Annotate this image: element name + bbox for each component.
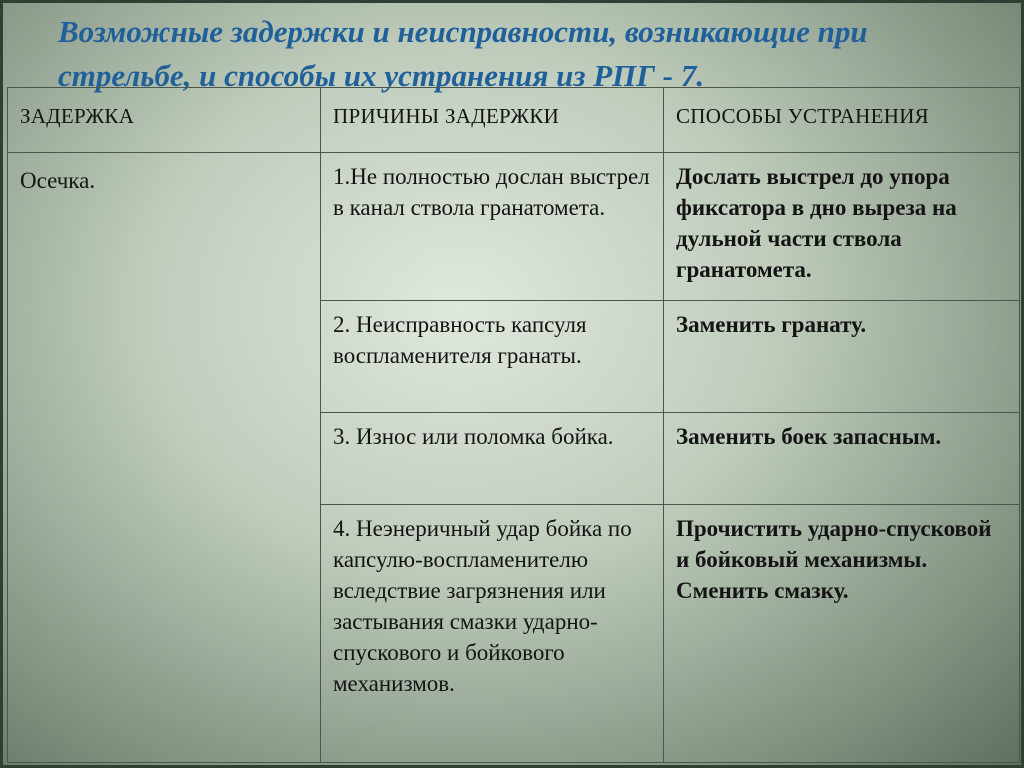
remedy-cell: Дослать выстрел до упора фиксатора в дно выреза на дульной части ствола гранатомета. <box>664 153 1020 301</box>
cause-cell: 1.Не полностью дослан выстрел в канал ствола гранатомета. <box>321 153 664 301</box>
cause-cell: 3. Износ или поломка бойка. <box>321 413 664 505</box>
remedy-cell: Заменить боек запасным. <box>664 413 1020 505</box>
header-remedies: СПОСОБЫ УСТРАНЕНИЯ <box>664 88 1020 153</box>
header-delay: ЗАДЕРЖКА <box>8 88 321 153</box>
cause-cell: 4. Неэнеричный удар бойка по капсулю-воспламенителю вследствие загрязнения или застывания смазки ударно-спускового и бойкового механизмов. <box>321 505 664 763</box>
remedy-cell: Прочистить ударно-спусковой и бойковый механизмы. Сменить смазку. <box>664 505 1020 763</box>
delay-cell: Осечка. <box>8 153 321 763</box>
table-header-row <box>8 88 1020 153</box>
slide-title: Возможные задержки и неисправности, возникающие при стрельбе, и способы их устранения из РПГ - 7. <box>58 14 868 93</box>
cause-cell: 2. Неисправность капсуля воспламенителя гранаты. <box>321 301 664 413</box>
remedy-cell: Заменить гранату. <box>664 301 1020 413</box>
header-causes: ПРИЧИНЫ ЗАДЕРЖКИ <box>321 88 664 153</box>
table-row <box>8 153 1020 301</box>
malfunctions-table <box>7 87 1020 763</box>
